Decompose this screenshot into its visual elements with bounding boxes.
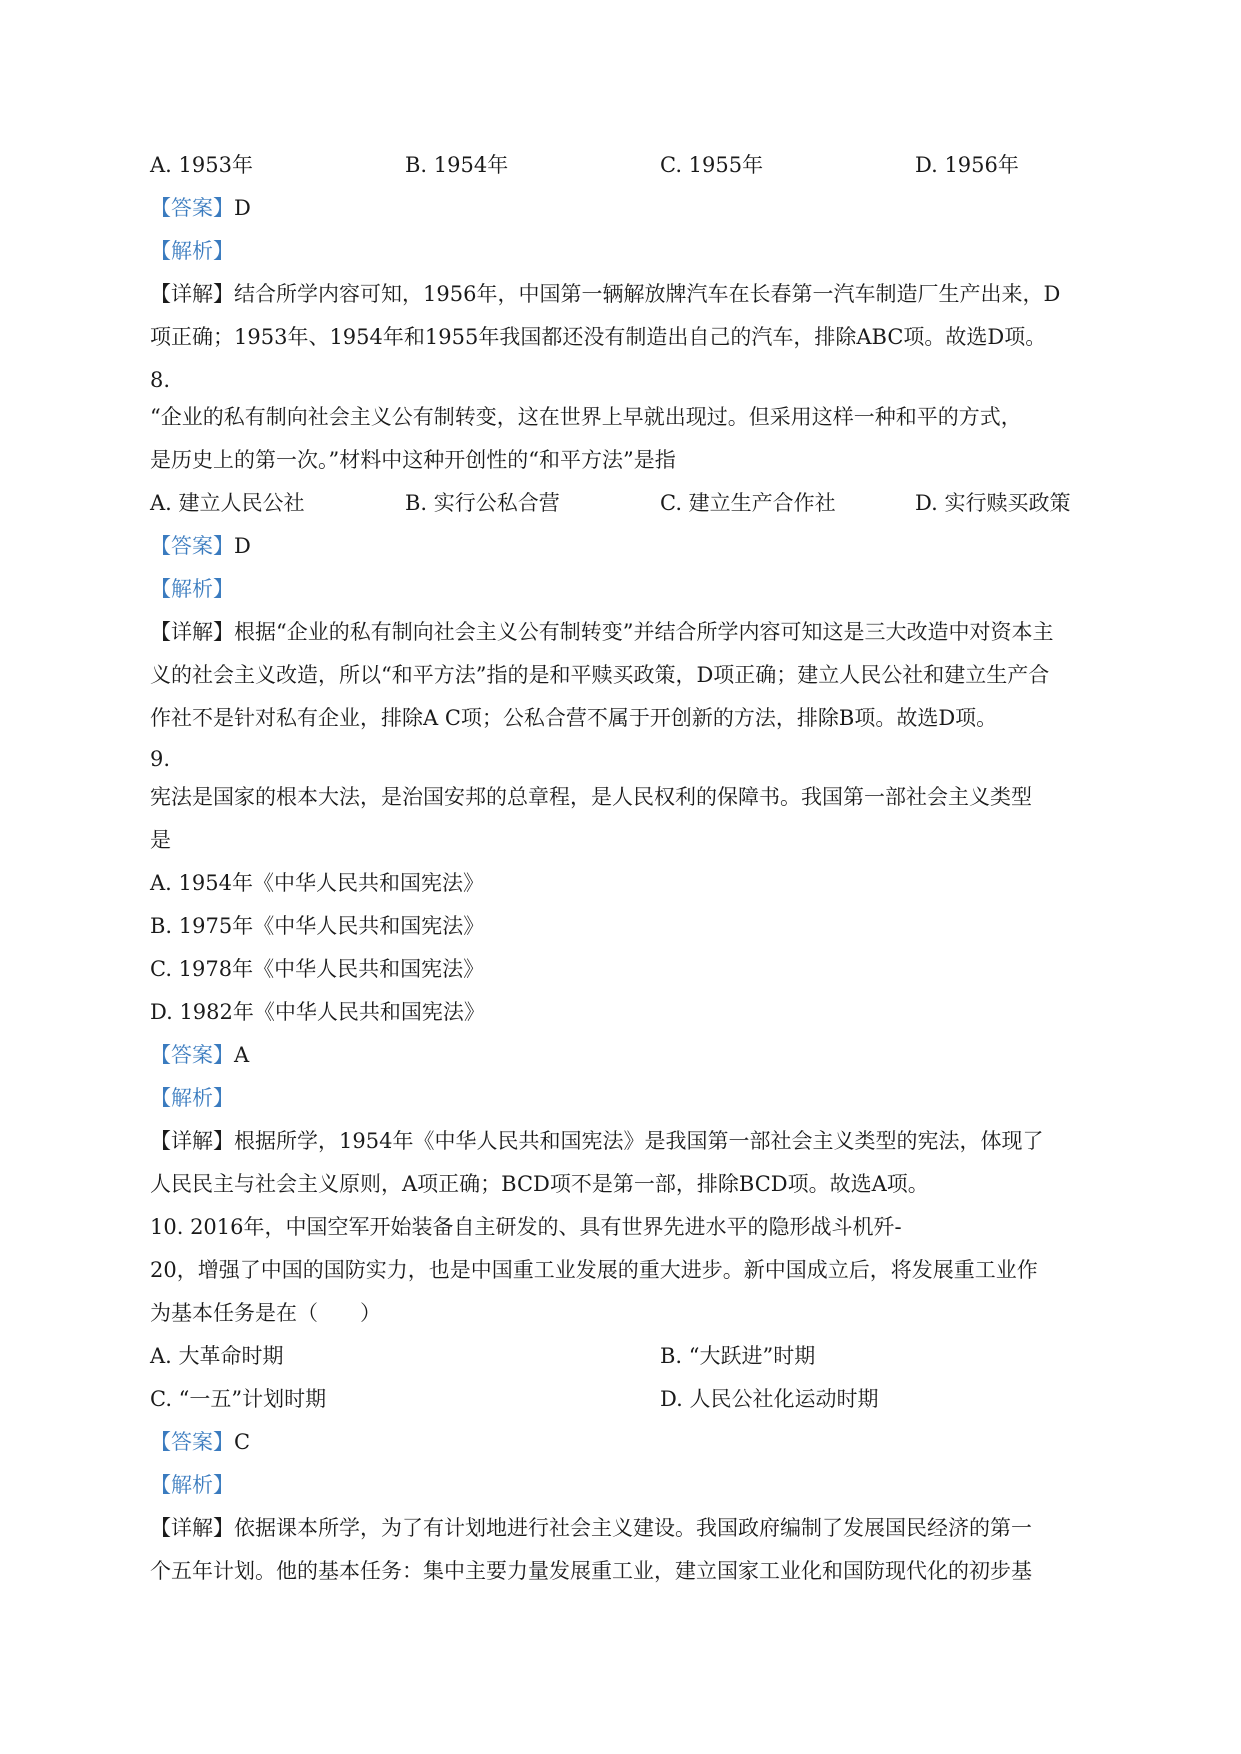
- q8-option-c: C. 建立生产合作社: [660, 491, 836, 515]
- detail-tag: 【详解】: [150, 282, 234, 306]
- q10-option-a: A. 大革命时期: [150, 1344, 284, 1368]
- q10-stem-line-3: 为基本任务是在（ ）: [150, 1301, 381, 1325]
- detail-text: 根据所学，1954年《中华人民共和国宪法》是我国第一部社会主义类型的宪法，体现了: [234, 1129, 1044, 1153]
- q8-stem-line-1: “企业的私有制向社会主义公有制转变，这在世界上早就出现过。但采用这样一种和平的方式，: [150, 405, 1022, 429]
- detail-text: 结合所学内容可知，1956年，中国第一辆解放牌汽车在长春第一汽车制造厂生产出来，D: [234, 282, 1061, 306]
- detail-tag: 【详解】: [150, 620, 234, 644]
- detail-text: 根据“企业的私有制向社会主义公有制转变”并结合所学内容可知这是三大改造中对资本主: [234, 620, 1054, 644]
- answer-value: D: [234, 196, 251, 220]
- q7-analysis: [150, 236, 1100, 266]
- q10-option-b: B. “大跃进”时期: [660, 1344, 816, 1368]
- q8-detail-line-3: 作社不是针对私有企业，排除A C项；公私合营不属于开创新的方法，排除B项。故选D项。: [150, 706, 998, 730]
- q9-option-c: C. 1978年《中华人民共和国宪法》: [150, 957, 485, 981]
- q7-detail-line-1: [150, 279, 1100, 309]
- q7-option-d: D. 1956年: [915, 153, 1019, 177]
- q10-option-c: C. “一五”计划时期: [150, 1387, 327, 1411]
- q8-stem-line-2: 是历史上的第一次。”材料中这种开创性的“和平方法”是指: [150, 448, 676, 472]
- q9-option-a: A. 1954年《中华人民共和国宪法》: [150, 871, 484, 895]
- q8-number: 8.: [150, 368, 171, 392]
- q10-detail-line-2: 个五年计划。他的基本任务：集中主要力量发展重工业，建立国家工业化和国防现代化的初步基: [150, 1559, 1032, 1583]
- detail-tag: 【详解】: [150, 1129, 234, 1153]
- analysis-tag: 【解析】: [150, 577, 234, 601]
- q8-answer: [150, 531, 1100, 561]
- q9-analysis: [150, 1083, 1100, 1113]
- q10-stem-line-1: 10. 2016年，中国空军开始装备自主研发的、具有世界先进水平的隐形战斗机歼-: [150, 1215, 902, 1239]
- analysis-tag: 【解析】: [150, 1086, 234, 1110]
- detail-tag: 【详解】: [150, 1516, 234, 1540]
- detail-text: 依据课本所学，为了有计划地进行社会主义建设。我国政府编制了发展国民经济的第一: [234, 1516, 1032, 1540]
- q10-stem-line-2: 20，增强了中国的国防实力，也是中国重工业发展的重大进步。新中国成立后，将发展重工业作: [150, 1258, 1038, 1282]
- q9-detail-line-2: 人民民主与社会主义原则，A项正确；BCD项不是第一部，排除BCD项。故选A项。: [150, 1172, 929, 1196]
- q8-option-a: A. 建立人民公社: [150, 491, 305, 515]
- q10-answer: [150, 1427, 1100, 1457]
- answer-tag: 【答案】: [150, 1430, 234, 1454]
- q8-detail-line-2: 义的社会主义改造，所以“和平方法”指的是和平赎买政策，D项正确；建立人民公社和建立生产合: [150, 663, 1050, 687]
- q10-option-d: D. 人民公社化运动时期: [660, 1387, 879, 1411]
- q7-detail-line-2: 项正确；1953年、1954年和1955年我国都还没有制造出自己的汽车，排除ABC项。故选D项。: [150, 325, 1047, 349]
- answer-tag: 【答案】: [150, 196, 234, 220]
- q8-analysis: [150, 574, 1100, 604]
- q9-option-d: D. 1982年《中华人民共和国宪法》: [150, 1000, 485, 1024]
- q7-option-a: A. 1953年: [150, 153, 253, 177]
- q8-detail-line-1: [150, 617, 1100, 647]
- q9-number: 9.: [150, 747, 171, 771]
- analysis-tag: 【解析】: [150, 1473, 234, 1497]
- q7-option-b: B. 1954年: [405, 153, 509, 177]
- q9-stem-line-1: 宪法是国家的根本大法，是治国安邦的总章程，是人民权利的保障书。我国第一部社会主义类型: [150, 785, 1032, 809]
- q10-analysis: [150, 1470, 1100, 1500]
- q9-detail-line-1: [150, 1126, 1100, 1156]
- answer-tag: 【答案】: [150, 1043, 234, 1067]
- q8-option-b: B. 实行公私合营: [405, 491, 560, 515]
- q8-option-d: D. 实行赎买政策: [915, 491, 1071, 515]
- q9-answer: [150, 1040, 1100, 1070]
- answer-value: C: [234, 1430, 251, 1454]
- q7-option-c: C. 1955年: [660, 153, 764, 177]
- answer-value: D: [234, 534, 251, 558]
- analysis-tag: 【解析】: [150, 239, 234, 263]
- q9-option-b: B. 1975年《中华人民共和国宪法》: [150, 914, 485, 938]
- q7-answer: [150, 193, 1100, 223]
- q9-stem-line-2: 是: [150, 828, 171, 852]
- answer-value: A: [234, 1043, 250, 1067]
- q10-detail-line-1: [150, 1513, 1100, 1543]
- answer-tag: 【答案】: [150, 534, 234, 558]
